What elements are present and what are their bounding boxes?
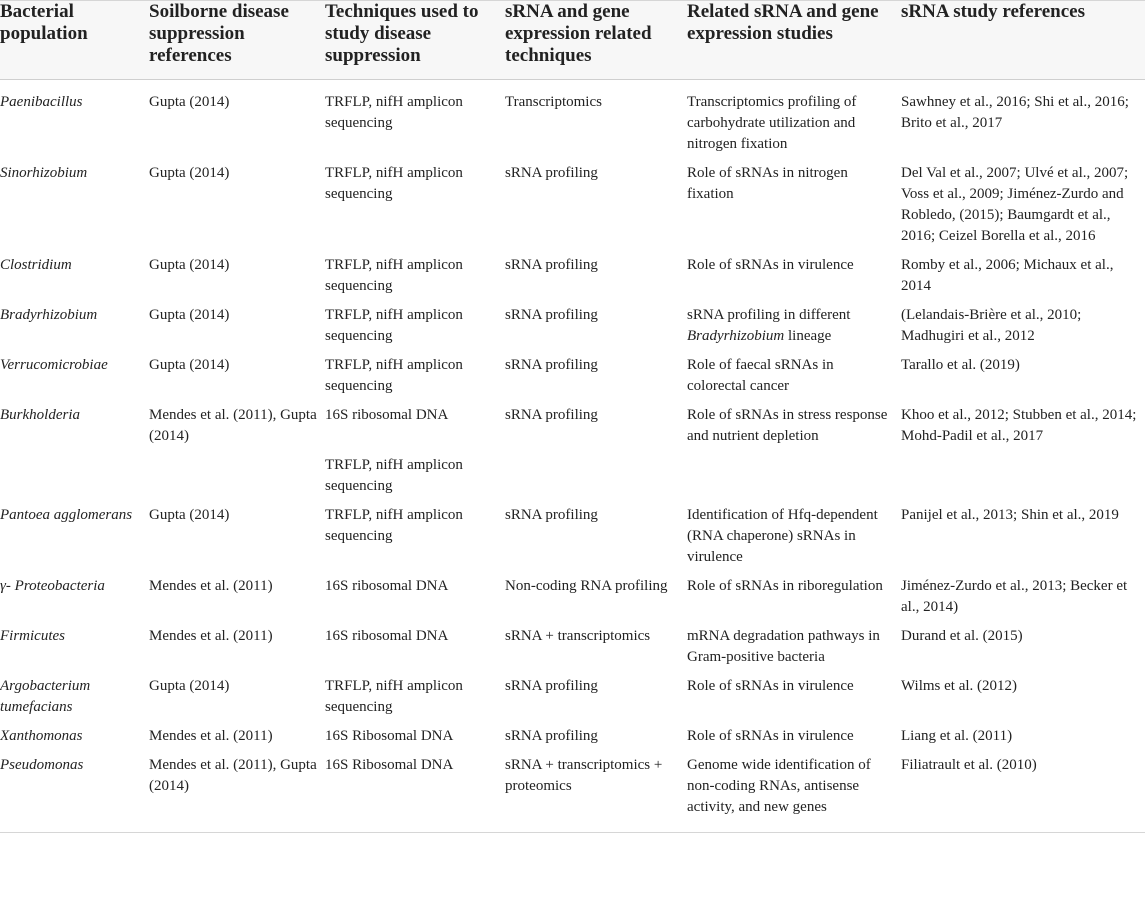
table-row-continuation (0, 455, 1145, 505)
header-row (0, 1, 1145, 80)
header-srna-studies: Related sRNA and gene expression studies (687, 1, 901, 80)
cell-srna-refs: Tarallo et al. (2019) (901, 357, 1020, 373)
cell-population: Pantoea agglomerans (0, 507, 133, 523)
cell-suppression-refs: Mendes et al. (2011), Gupta (2014) (149, 407, 317, 444)
cell-techniques: 16S Ribosomal DNA (325, 728, 454, 744)
cell-srna-techniques: sRNA profiling (505, 507, 598, 523)
cell-srna-studies: Role of sRNAs in virulence (687, 728, 854, 744)
cell-srna-studies: Role of sRNAs in stress response and nutrient depletion (687, 407, 888, 444)
cell-srna-studies: mRNA degradation pathways in Gram-positive bacteria (687, 628, 880, 665)
cell-srna-studies: Role of sRNAs in riboregulation (687, 578, 883, 594)
cell-techniques: TRFLP, nifH amplicon sequencing (325, 507, 463, 544)
cell-empty (901, 455, 1145, 505)
cell-population: Firmicutes (0, 628, 65, 644)
cell-suppression-refs: Gupta (2014) (149, 307, 230, 323)
table-row (0, 355, 1145, 405)
cell-suppression-refs: Mendes et al. (2011), Gupta (2014) (149, 757, 317, 794)
header-suppression-references: Soilborne disease suppression references (149, 1, 325, 80)
cell-empty (0, 455, 149, 505)
cell-population: Clostridium (0, 257, 72, 273)
table-row (0, 305, 1145, 355)
cell-srna-studies: Role of faecal sRNAs in colorectal cancer (687, 357, 834, 394)
header-bacterial-population: Bacterial population (0, 1, 149, 80)
cell-srna-techniques: sRNA profiling (505, 728, 598, 744)
srna-studies-pre: sRNA profiling in different (687, 307, 851, 323)
cell-srna-techniques: sRNA + transcriptomics + proteomics (505, 757, 663, 794)
cell-population: Burkholderia (0, 407, 80, 423)
cell-techniques: TRFLP, nifH amplicon sequencing (325, 678, 463, 715)
cell-srna-techniques: Transcriptomics (505, 94, 602, 110)
cell-suppression-refs: Gupta (2014) (149, 94, 230, 110)
cell-srna-studies: Role of sRNAs in virulence (687, 678, 854, 694)
table-row (0, 80, 1145, 164)
cell-suppression-refs: Gupta (2014) (149, 507, 230, 523)
cell-srna-refs: Durand et al. (2015) (901, 628, 1023, 644)
cell-population: Paenibacillus (0, 94, 83, 110)
cell-techniques-extra: TRFLP, nifH amplicon sequencing (325, 457, 463, 494)
cell-techniques: 16S Ribosomal DNA (325, 757, 454, 773)
table-row (0, 576, 1145, 626)
cell-techniques: TRFLP, nifH amplicon sequencing (325, 257, 463, 294)
header-srna-references: sRNA study references (901, 1, 1145, 80)
cell-srna-refs: Sawhney et al., 2016; Shi et al., 2016; Brito et al., 2017 (901, 94, 1129, 131)
cell-srna-refs: Romby et al., 2006; Michaux et al., 2014 (901, 257, 1114, 294)
cell-srna-studies: Role of sRNAs in nitrogen fixation (687, 165, 848, 202)
cell-srna-techniques: sRNA profiling (505, 678, 598, 694)
cell-population: Bradyrhizobium (0, 307, 98, 323)
cell-srna-techniques: sRNA profiling (505, 407, 598, 423)
table-row (0, 626, 1145, 676)
cell-srna-techniques: sRNA profiling (505, 257, 598, 273)
table-row (0, 163, 1145, 255)
cell-techniques: 16S ribosomal DNA (325, 578, 449, 594)
cell-techniques: TRFLP, nifH amplicon sequencing (325, 357, 463, 394)
cell-srna-studies: Transcriptomics profiling of carbohydrate utilization and nitrogen fixation (687, 94, 857, 152)
srna-studies-genus: Bradyrhizobium (687, 328, 785, 344)
cell-population: Xanthomonas (0, 728, 83, 744)
cell-srna-refs: Panijel et al., 2013; Shin et al., 2019 (901, 507, 1119, 523)
cell-suppression-refs: Mendes et al. (2011) (149, 728, 273, 744)
table-body (0, 80, 1145, 827)
cell-srna-techniques: sRNA profiling (505, 357, 598, 373)
cell-srna-refs: Jiménez-Zurdo et al., 2013; Becker et al., 2014) (901, 578, 1128, 615)
cell-srna-refs: (Lelandais-Brière et al., 2010; Madhugiri et al., 2012 (901, 307, 1082, 344)
cell-suppression-refs: Gupta (2014) (149, 357, 230, 373)
cell-suppression-refs: Gupta (2014) (149, 678, 230, 694)
header-srna-techniques: sRNA and gene expression related techniques (505, 1, 687, 80)
cell-srna-refs: Liang et al. (2011) (901, 728, 1013, 744)
table-header (0, 1, 1145, 80)
cell-srna-studies: Role of sRNAs in virulence (687, 257, 854, 273)
cell-srna-techniques: sRNA profiling (505, 165, 598, 181)
cell-population: Argobacterium tumefacians (0, 678, 91, 715)
cell-suppression-refs: Gupta (2014) (149, 165, 230, 181)
table-row (0, 505, 1145, 576)
cell-srna-refs: Del Val et al., 2007; Ulvé et al., 2007; Voss et al., 2009; Jiménez-Zurdo and Robledo, (2015); Baumgardt et al., 2016; Ceizel Borella et al., 2016 (901, 165, 1129, 244)
table-row (0, 726, 1145, 755)
cell-population: Sinorhizobium (0, 165, 88, 181)
cell-empty (505, 455, 687, 505)
cell-suppression-refs: Mendes et al. (2011) (149, 578, 273, 594)
cell-techniques: TRFLP, nifH amplicon sequencing (325, 307, 463, 344)
cell-srna-refs: Khoo et al., 2012; Stubben et al., 2014; Mohd-Padil et al., 2017 (901, 407, 1137, 444)
table-bottom-rule (0, 832, 1145, 833)
cell-population: γ- Proteobacteria (0, 578, 105, 594)
cell-srna-refs: Wilms et al. (2012) (901, 678, 1018, 694)
cell-srna-studies (687, 305, 901, 355)
cell-srna-techniques: sRNA + transcriptomics (505, 628, 651, 644)
cell-srna-studies: Genome wide identification of non-coding RNAs, antisense activity, and new genes (687, 757, 871, 815)
table-row (0, 676, 1145, 726)
cell-srna-refs: Filiatrault et al. (2010) (901, 757, 1037, 773)
table-row (0, 255, 1145, 305)
cell-techniques: 16S ribosomal DNA (325, 407, 449, 423)
srna-studies-post: lineage (784, 328, 832, 344)
cell-population: Verrucomicrobiae (0, 357, 108, 373)
cell-techniques: TRFLP, nifH amplicon sequencing (325, 165, 463, 202)
cell-srna-techniques: sRNA profiling (505, 307, 598, 323)
cell-empty (149, 455, 325, 505)
table-row (0, 755, 1145, 826)
table-row (0, 405, 1145, 455)
cell-srna-studies: Identification of Hfq-dependent (RNA chaperone) sRNAs in virulence (687, 507, 878, 565)
header-techniques: Techniques used to study disease suppression (325, 1, 505, 80)
cell-srna-techniques: Non-coding RNA profiling (505, 578, 668, 594)
cell-techniques: TRFLP, nifH amplicon sequencing (325, 94, 463, 131)
cell-suppression-refs: Mendes et al. (2011) (149, 628, 273, 644)
cell-population: Pseudomonas (0, 757, 84, 773)
cell-techniques: 16S ribosomal DNA (325, 628, 449, 644)
cell-suppression-refs: Gupta (2014) (149, 257, 230, 273)
cell-empty (687, 455, 901, 505)
